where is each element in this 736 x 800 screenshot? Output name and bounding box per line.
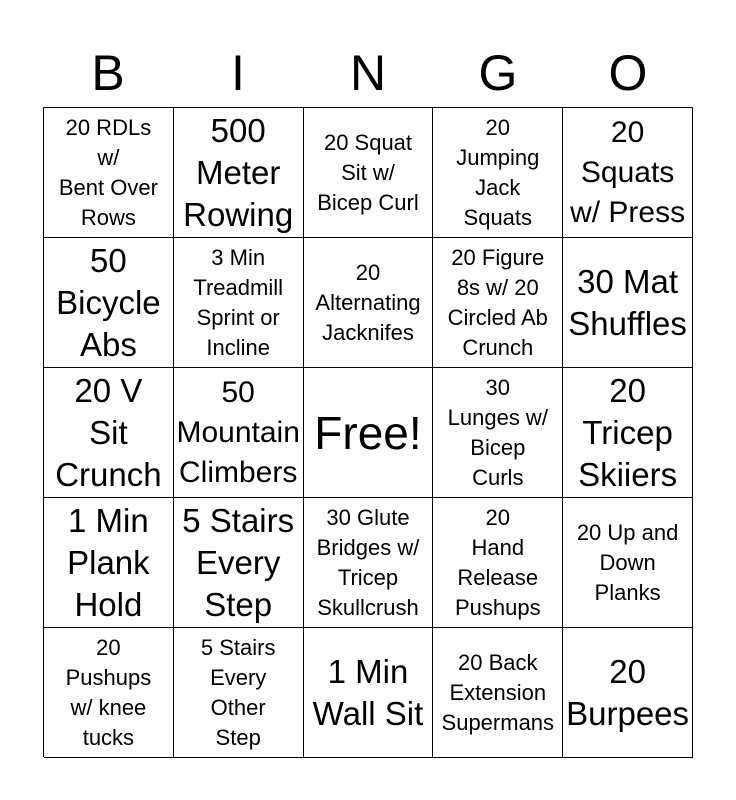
bingo-cell-text: 20 Jumping Jack Squats: [456, 114, 540, 230]
board-row: [44, 628, 693, 758]
header-letter-b: B: [91, 45, 125, 101]
header-letter-n: N: [349, 45, 387, 101]
bingo-cell-text: 20 V Sit Crunch: [55, 371, 162, 493]
bingo-cell[interactable]: [433, 498, 563, 628]
bingo-cell[interactable]: [304, 498, 434, 628]
bingo-cell-text: 3 Min Treadmill Sprint or Incline: [193, 244, 284, 360]
bingo-cell-text: 20 Alternating Jacknifes: [315, 259, 421, 345]
bingo-cell[interactable]: [304, 368, 434, 498]
bingo-cell-text: 5 Stairs Every Step: [182, 501, 295, 623]
bingo-cell-text: 20 Burpees: [566, 652, 690, 732]
bingo-cell-text: 20 Squats w/ Press: [570, 115, 686, 229]
bingo-cell-text: 20 Squat Sit w/ Bicep Curl: [317, 129, 419, 215]
bingo-cell-text: 20 RDLs w/ Bent Over Rows: [58, 114, 158, 230]
bingo-cell-text: 30 Mat Shuffles: [568, 262, 687, 342]
bingo-cell-text: Free!: [314, 406, 422, 459]
board-row: [44, 238, 693, 368]
bingo-cell-text: 50 Bicycle Abs: [56, 241, 161, 363]
board-row: [44, 368, 693, 498]
bingo-cell-text: 20 Figure 8s w/ 20 Circled Ab Crunch: [447, 244, 548, 360]
header-letter-i: I: [231, 45, 245, 101]
board-row: [44, 108, 693, 238]
bingo-cell[interactable]: [44, 628, 174, 758]
bingo-cell[interactable]: [304, 108, 434, 238]
bingo-cell[interactable]: [44, 108, 174, 238]
bingo-cell-text: 1 Min Wall Sit: [312, 652, 424, 732]
header-letter-o: O: [608, 45, 648, 101]
bingo-cell[interactable]: [174, 628, 304, 758]
bingo-cell-text: 30 Lunges w/ Bicep Curls: [447, 374, 548, 490]
bingo-cell[interactable]: [174, 498, 304, 628]
bingo-cell[interactable]: [44, 238, 174, 368]
bingo-cell-text: 20 Up and Down Planks: [576, 519, 679, 605]
bingo-cell-text: 20 Hand Release Pushups: [454, 504, 541, 620]
board-row: [44, 498, 693, 628]
header-letter-g: G: [478, 45, 518, 101]
bingo-cell[interactable]: [44, 368, 174, 498]
bingo-cell[interactable]: [174, 108, 304, 238]
bingo-cell-text: 20 Back Extension Supermans: [441, 649, 555, 735]
bingo-cell[interactable]: [44, 498, 174, 628]
bingo-cell-text: 500 Meter Rowing: [183, 111, 294, 233]
bingo-cell-text: 5 Stairs Every Other Step: [200, 634, 276, 750]
bingo-cell-text: 20 Tricep Skiiers: [578, 371, 678, 493]
bingo-board: [43, 107, 693, 757]
bingo-cell[interactable]: [304, 628, 434, 758]
bingo-cell[interactable]: [174, 368, 304, 498]
bingo-cell[interactable]: [563, 368, 693, 498]
bingo-cell[interactable]: [433, 628, 563, 758]
bingo-cell[interactable]: [433, 238, 563, 368]
bingo-cell[interactable]: [563, 628, 693, 758]
bingo-cell-text: 30 Glute Bridges w/ Tricep Skullcrush: [316, 504, 420, 620]
bingo-header: [43, 40, 693, 106]
bingo-cell[interactable]: [563, 108, 693, 238]
bingo-cell[interactable]: [433, 108, 563, 238]
bingo-cell[interactable]: [433, 368, 563, 498]
bingo-cell[interactable]: [563, 238, 693, 368]
bingo-cell-text: 50 Mountain Climbers: [176, 375, 300, 489]
bingo-cell[interactable]: [174, 238, 304, 368]
bingo-cell-text: 1 Min Plank Hold: [67, 501, 150, 623]
bingo-cell-text: 20 Pushups w/ knee tucks: [65, 634, 152, 750]
bingo-cell[interactable]: [563, 498, 693, 628]
bingo-cell[interactable]: [304, 238, 434, 368]
